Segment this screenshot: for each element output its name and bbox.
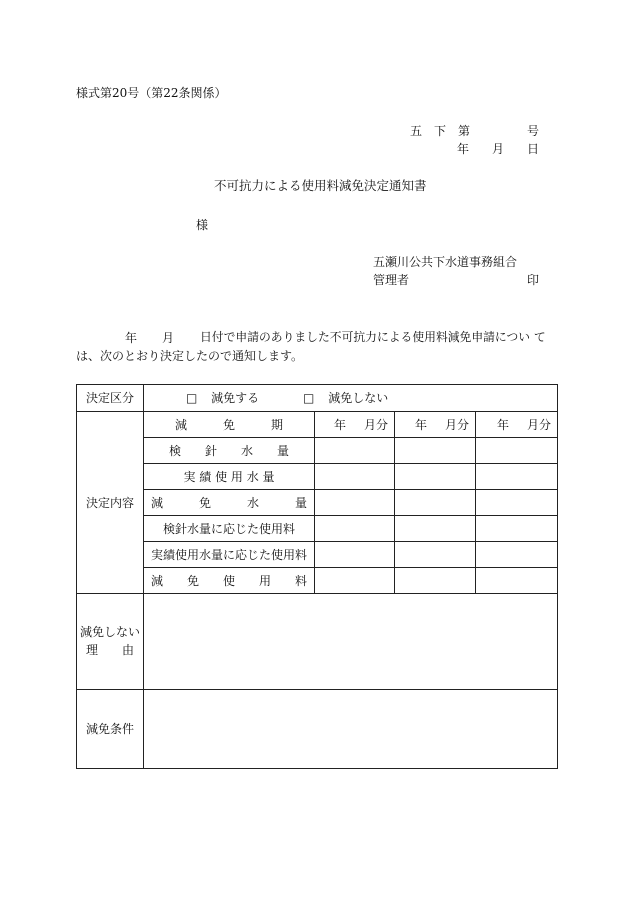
period-column-3: 年 月分 [476, 412, 558, 438]
decision-table [76, 384, 558, 769]
value-cell[interactable] [315, 464, 395, 490]
value-cell[interactable] [476, 490, 558, 516]
form-number: 様式第20号（第22条関係） [76, 86, 227, 100]
value-cell[interactable] [395, 464, 476, 490]
item-reduction-fee: 減 免 使 用 料 [144, 568, 315, 594]
document-title: 不可抗力による使用料減免決定通知書 [214, 178, 427, 193]
option-reduce-label: 減免する [211, 391, 260, 405]
issuer-organization: 五瀬川公共下水道事務組合 [373, 255, 518, 269]
reduction-condition-row [77, 690, 558, 769]
body-text-line2: は、次のとおり決定したので通知します。 [76, 349, 304, 363]
value-cell[interactable] [395, 568, 476, 594]
item-meter-reading-volume: 検 針 水 量 [144, 438, 315, 464]
value-cell[interactable] [315, 516, 395, 542]
value-cell[interactable] [395, 490, 476, 516]
table-row [77, 568, 558, 594]
value-cell[interactable] [395, 438, 476, 464]
reduction-condition-label: 減免条件 [77, 690, 144, 769]
reduction-period-label: 減 免 期 [144, 412, 315, 438]
reduction-condition-field[interactable] [144, 690, 558, 769]
decision-category-row [77, 385, 558, 412]
reference-number-prefix: 五 下 第 [410, 124, 471, 138]
table-row [77, 464, 558, 490]
value-cell[interactable] [476, 542, 558, 568]
table-row [77, 438, 558, 464]
no-reduction-reason-field[interactable] [144, 594, 558, 690]
item-reduction-volume: 減 免 水 量 [144, 490, 315, 516]
item-fee-by-meter-volume: 検針水量に応じた使用料 [144, 516, 315, 542]
decision-content-label: 決定内容 [77, 412, 144, 594]
value-cell[interactable] [476, 516, 558, 542]
date-year: 年 [457, 142, 470, 156]
no-reduction-reason-row [77, 594, 558, 690]
item-fee-by-actual-volume: 実績使用水量に応じた使用料 [144, 542, 315, 568]
date-month: 月 [492, 142, 505, 156]
date-day: 日 [527, 142, 540, 156]
body-year: 年 [125, 331, 138, 345]
value-cell[interactable] [315, 438, 395, 464]
value-cell[interactable] [315, 542, 395, 568]
no-reduction-reason-label [77, 594, 144, 690]
table-row [77, 490, 558, 516]
value-cell[interactable] [395, 516, 476, 542]
seal-mark: 印 [527, 273, 540, 287]
reference-number-suffix: 号 [527, 124, 540, 138]
body-month: 月 [162, 331, 175, 345]
decision-category-label: 決定区分 [77, 385, 144, 412]
checkbox-no-reduce[interactable]: □ [303, 391, 315, 405]
body-text-line1: 日付で申請のありました不可抗力による使用料減免申請につい て [200, 330, 546, 344]
decision-options [144, 385, 558, 412]
option-no-reduce-label: 減免しない [328, 391, 389, 405]
reason-label-line1: 減免しない [79, 625, 140, 640]
reason-label-line2: 理 由 [85, 642, 134, 657]
item-actual-usage-volume: 実 績 使 用 水 量 [144, 464, 315, 490]
value-cell[interactable] [476, 568, 558, 594]
period-column-2: 年 月分 [395, 412, 476, 438]
issuer-role: 管理者 [373, 273, 410, 287]
addressee-suffix: 様 [196, 218, 209, 232]
table-row [77, 516, 558, 542]
table-row [77, 542, 558, 568]
value-cell[interactable] [476, 438, 558, 464]
period-column-1: 年 月分 [315, 412, 395, 438]
value-cell[interactable] [315, 490, 395, 516]
value-cell[interactable] [476, 464, 558, 490]
reduction-period-row [77, 412, 558, 438]
value-cell[interactable] [315, 568, 395, 594]
checkbox-reduce[interactable]: □ [186, 391, 198, 405]
value-cell[interactable] [395, 542, 476, 568]
